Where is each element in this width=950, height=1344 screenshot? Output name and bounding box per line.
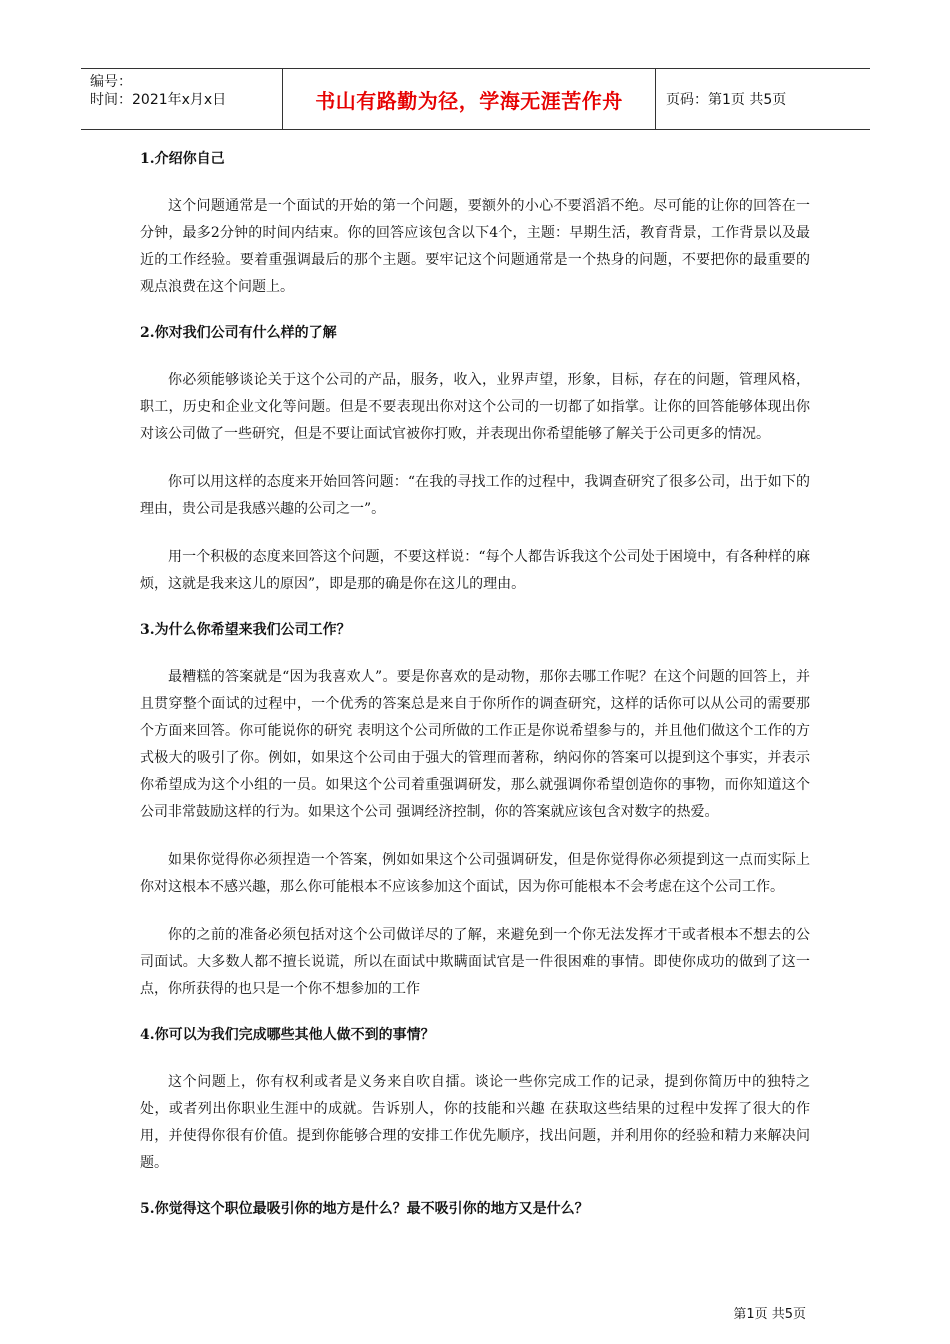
header-page-cell <box>656 69 870 129</box>
paragraph: 这个问题上，你有权利或者是义务来自吹自擂。谈论一些你完成工作的记录，提到你简历中的独特之处，或者列出你职业生涯中的成就。告诉别人，你的技能和兴趣 在获取这些结果的过程中发挥了很大的作用，并使得你很有价值。提到你能够合理的安排工作优先顺序，找出问题，并利用你的经验和精力来解决问题。 <box>140 1074 810 1171</box>
header-meta-cell <box>81 69 283 129</box>
section-heading: 4.你可以为我们完成哪些其他人做不到的事情？ <box>140 1027 435 1043</box>
footer-page-number: 第1页 共5页 <box>733 1307 806 1322</box>
header-motto: 书山有路勤为径，学海无涯苦作舟 <box>315 89 623 113</box>
paragraph: 这个问题通常是一个面试的开始的第一个问题，要额外的小心不要滔滔不绝。尽可能的让你的回答在一分钟，最多2分钟的时间内结束。你的回答应该包含以下4个，主题：早期生活，教育背景，工作背景以及最近的工作经验。要着重强调最后的那个主题。要牢记这个问题通常是一个热身的问题，不要把你的最重要的观点浪费在这个问题上。 <box>140 198 810 295</box>
paragraph: 你的之前的准备必须包括对这个公司做详尽的了解，来避免到一个你无法发挥才干或者根本不想去的公司面试。大多数人都不擅长说谎，所以在面试中欺瞒面试官是一件很困难的事情。即使你成功的做到了这一点，你所获得的也只是一个你不想参加的工作 <box>140 927 810 997</box>
date-label: 时间：2021年x月x日 <box>90 92 227 108</box>
section-heading: 1.介绍你自己 <box>140 151 225 167</box>
number-label: 编号： <box>90 74 132 90</box>
paragraph: 用一个积极的态度来回答这个问题，不要这样说：“每个人都告诉我这个公司处于困境中，有各种样的麻烦，这就是我来这儿的原因”，即是那的确是你在这儿的理由。 <box>140 549 810 592</box>
section-heading: 2.你对我们公司有什么样的了解 <box>140 325 337 341</box>
header-motto-cell <box>283 69 656 129</box>
section-heading: 3.为什么你希望来我们公司工作？ <box>140 622 351 638</box>
paragraph: 如果你觉得你必须捏造一个答案，例如如果这个公司强调研发，但是你觉得你必须提到这一点而实际上你对这根本不感兴趣，那么你可能根本不应该参加这个面试，因为你可能根本不会考虑在这个公司工作。 <box>140 852 810 895</box>
document-body <box>140 148 810 1220</box>
section-heading: 5.你觉得这个职位最吸引你的地方是什么？最不吸引你的地方又是什么？ <box>140 1201 589 1217</box>
document-header <box>81 68 870 130</box>
paragraph: 最糟糕的答案就是“因为我喜欢人”。要是你喜欢的是动物，那你去哪工作呢？在这个问题的回答上，并且贯穿整个面试的过程中，一个优秀的答案总是来自于你所作的调查研究，这样的话你可以从公司的需要那个方面来回答。你可能说你的研究 表明这个公司所做的工作正是你说希望参与的，并且他们做这个工作的方式极大的吸引了你。例如，如果这个公司由于强大的管理而著称，纳闷你的答案可以提到这个事实，并表示你希望成为这个小组的一员。如果这个公司着重强调研发，那么就强调你希望创造你的事物，而你知道这个公司非常鼓励这样的行为。如果这个公司 强调经济控制，你的答案就应该包含对数字的热爱。 <box>140 669 810 820</box>
header-page-number: 页码：第1页 共5页 <box>666 92 787 108</box>
paragraph: 你必须能够谈论关于这个公司的产品，服务，收入，业界声望，形象，目标，存在的问题，管理风格，职工，历史和企业文化等问题。但是不要表现出你对这个公司的一切都了如指掌。让你的回答能够体现出你对该公司做了一些研究，但是不要让面试官被你打败，并表现出你希望能够了解关于公司更多的情况。 <box>140 372 810 442</box>
paragraph: 你可以用这样的态度来开始回答问题：“在我的寻找工作的过程中，我调查研究了很多公司，出于如下的理由，贵公司是我感兴趣的公司之一”。 <box>140 474 810 517</box>
